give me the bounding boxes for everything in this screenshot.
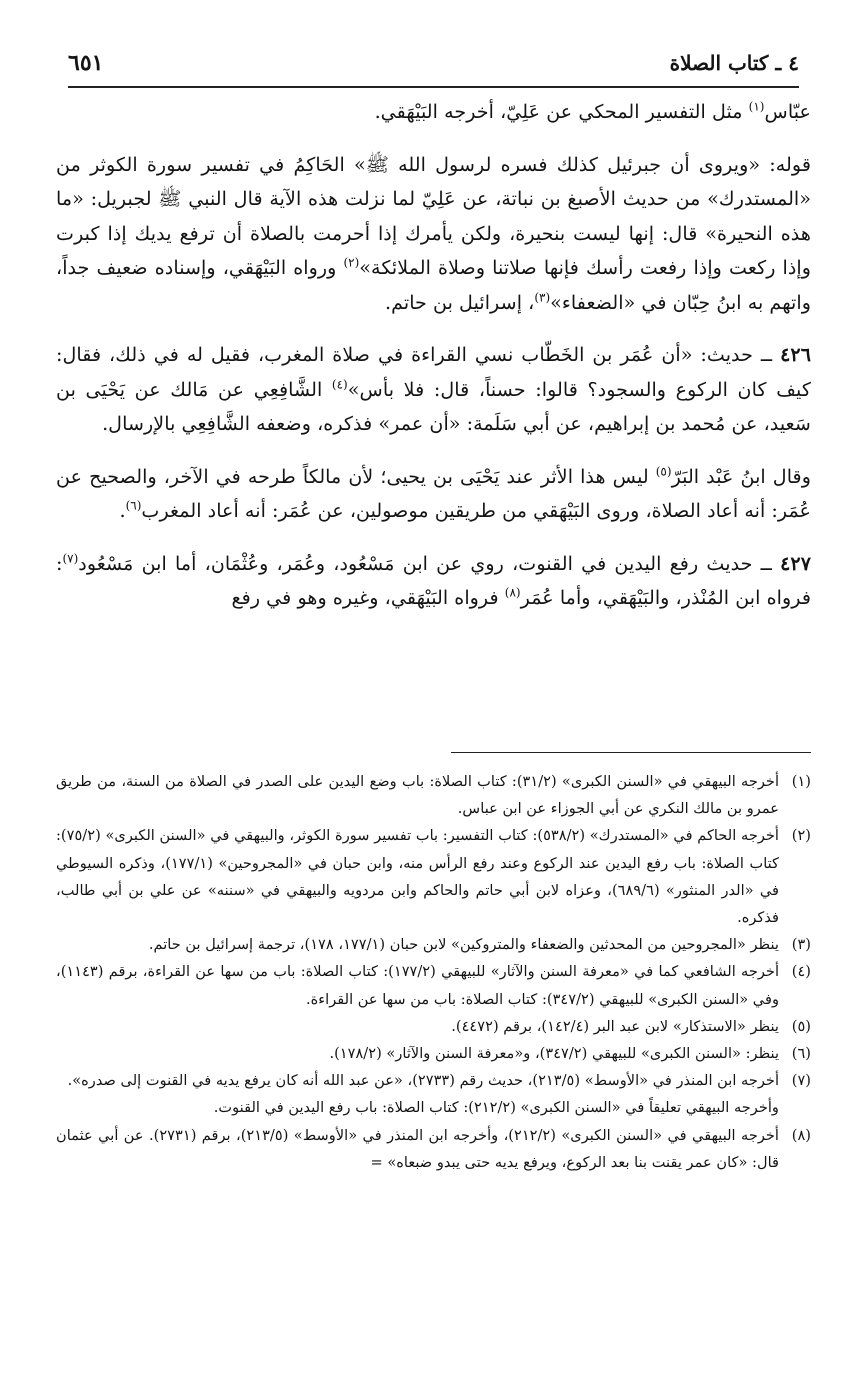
footnote-text: أخرجه البيهقي في «السنن الكبرى» (٣١/٢): كتاب الصلاة: باب وضع اليدين على الصدر في الصلاة من السنة، من طريق عمرو بن مالك النكري عن أبي الجوزاء عن ابن عباس.: [56, 773, 779, 818]
footnote-label: (٢): [791, 827, 811, 845]
footnote-text: ينظر «الاستذكار» لابن عبد البر (١٤٢/٤)، برقم (٤٤٧٢).: [451, 1017, 779, 1035]
text-run: عبّاس: [764, 100, 811, 123]
text-run: الشَّافِعِي عن مَالك عن يَحْيَى بن سَعيد، عن مُحمد بن إبراهيم، عن أبي سَلَمة: «أن عمر» فذكره، وضعفه الشَّافِعِي بالإرسال.: [56, 377, 811, 435]
footnote-1: [56, 768, 811, 822]
text-run: فرواه البَيْهَقي، وغيره وهو في رفع: [231, 586, 505, 609]
footnote-text: أخرجه ابن المنذر في «الأوسط» (٢١٣/٥)، حديث رقم (٢٧٣٣)، «عن عبد الله أنه كان يرفع يديه في القنوت إلى صدره».: [67, 1072, 779, 1090]
page-header: [68, 40, 799, 88]
footnote-text: ينظر «المجروحين من المحدثين والضعفاء والمتروكين» لابن حبان (١٧٧/١، ١٧٨)، ترجمة إسرائيل بن حاتم.: [148, 936, 779, 954]
text-run: مثل التفسير المحكي عن عَلِيّ، أخرجه البَيْهَقي.: [374, 100, 749, 123]
text-run: ليس هذا الأثر عند يَحْيَى بن يحيى؛ لأن مالكاً طرحه في الآخر، والصحيح عن عُمَر: أنه أعاد الصلاة، وروى البَيْهَقي من طريقين موصولين، عن عُمَر: أنه أعاد المغرب: [56, 464, 811, 522]
text-run: ــ حديث: «أن عُمَر بن الخَطّاب نسي القراءة في صلاة المغرب، فقيل له في ذلك، فقال: كيف كان الركوع والسجود؟ قالوا: حسناً، قال: فلا بأس»: [56, 343, 811, 401]
hadith-426: [56, 338, 811, 442]
hadith-number: ٤٢٦: [780, 343, 811, 366]
footnote-ref[interactable]: (٣): [534, 290, 551, 305]
text-run: .: [119, 499, 126, 522]
footnote-ref[interactable]: (٧): [62, 551, 79, 566]
footnote-ref[interactable]: (١): [748, 99, 765, 114]
footnote-5: [56, 1013, 811, 1040]
text-run: ــ حديث رفع اليدين في القنوت، روي عن ابن مَسْعُود، وعُمَر، وعُثْمَان، أما ابن مَسْعُود: [78, 551, 781, 575]
text-run: ، إسرائيل بن حاتم.: [384, 290, 535, 314]
text-run: وقال ابنُ عَبْد البَرّ: [671, 464, 811, 488]
footnote-ref[interactable]: (٦): [125, 498, 142, 513]
footnote-ref[interactable]: (٨): [504, 585, 521, 600]
footnote-text: أخرجه الشافعي كما في «معرفة السنن والآثار» للبيهقي (١٧٧/٢): كتاب الصلاة: باب من سها عن القراءة، برقم (١١٤٣)، وفي «السنن الكبرى» للبيهقي (٣٤٧/٢): كتاب الصلاة: باب من سها عن القراءة.: [56, 963, 780, 1008]
hadith-427: [56, 547, 811, 616]
footnote-7: [56, 1067, 811, 1094]
footnote-text: أخرجه الحاكم في «المستدرك» (٥٣٨/٢): كتاب التفسير: باب تفسير سورة الكوثر، والبيهقي في «السنن الكبرى» (٧٥/٢): كتاب الصلاة: باب رفع اليدين عند الركوع وعند رفع الرأس منه، وابن حبان في «المجروحين» (١٧٧/١)، وذكره السيوطي في «الدر المنثور» (٦٨٩/٦)، وعزاه لابن أبي حاتم والحاكم وابن مردويه والبيهقي في «سننه» عن علي بن أبي طالب، فذكره.: [56, 827, 780, 927]
paragraph-4: [56, 460, 811, 529]
footnote-ref[interactable]: (٤): [331, 377, 348, 392]
footnote-label: (٦): [791, 1045, 811, 1063]
footnote-label: (٤): [791, 963, 811, 981]
main-text: [56, 95, 811, 634]
running-title: ٤ ـ كتاب الصلاة: [669, 51, 799, 75]
footnote-label: (٣): [791, 936, 811, 954]
footnote-8: [56, 1122, 811, 1176]
footnote-label: (٧): [791, 1072, 811, 1090]
footnote-text: ينظر: «السنن الكبرى» للبيهقي (٣٤٧/٢)، و«معرفة السنن والآثار» (١٧٨/٢).: [329, 1045, 779, 1063]
footnote-2: [56, 822, 811, 931]
paragraph-1: [56, 95, 811, 130]
text-run: قوله: «ويروى أن جبرئيل كذلك فسره لرسول الله ﷺ» الحَاكِمُ في تفسير سورة الكوثر من «المستدرك» من حديث الأصبغ بن نباتة، عن عَلِيّ لما نزلت هذه الآية قال النبي ﷺ لجبريل: «ما هذه النحيرة» قال: إنها ليست بنحيرة، ولكن يأمرك إذا أحرمت بالصلاة أن ترفع يديك إذا كبرت وإذا ركعت وإذا رفعت رأسك فإنها صلاتنا وصلاة الملائكة»: [56, 152, 811, 279]
text-run: : فرواه ابن المُنْذر، والبَيْهَقي، وأما عُمَر: [56, 551, 811, 609]
paragraph-2: [56, 148, 811, 321]
footnote-ref[interactable]: (٥): [655, 464, 672, 479]
page-number: ٦٥١: [68, 50, 104, 76]
footnote-separator: [451, 752, 811, 753]
text-run: ورواه البَيْهَقي، وإسناده ضعيف جداً، واتهم به ابنُ حِبّان في «الضعفاء»: [56, 256, 811, 314]
footnote-label: (١): [791, 773, 811, 790]
footnote-label: (٥): [791, 1017, 811, 1035]
footnotes: [56, 768, 811, 1176]
footnote-text: أخرجه البيهقي في «السنن الكبرى» (٢١٢/٢)، وأخرجه ابن المنذر في «الأوسط» (٢١٣/٥)، برقم (٢٧٣١). عن أبي عثمان قال: «كان عمر يقنت بنا بعد الركوع، ويرفع يديه حتى يبدو ضبعاه» =: [56, 1126, 779, 1171]
footnote-ref[interactable]: (٢): [343, 255, 360, 270]
footnote-3: [56, 931, 811, 958]
footnote-7-continuation: وأخرجه البيهقي تعليقاً في «السنن الكبرى» (٢١٢/٢): كتاب الصلاة: باب رفع اليدين في القنوت.: [213, 1099, 779, 1117]
hadith-number: ٤٢٧: [780, 551, 811, 575]
footnote-4: [56, 958, 811, 1012]
footnote-6: [56, 1040, 811, 1067]
footnote-label: (٨): [791, 1126, 811, 1144]
